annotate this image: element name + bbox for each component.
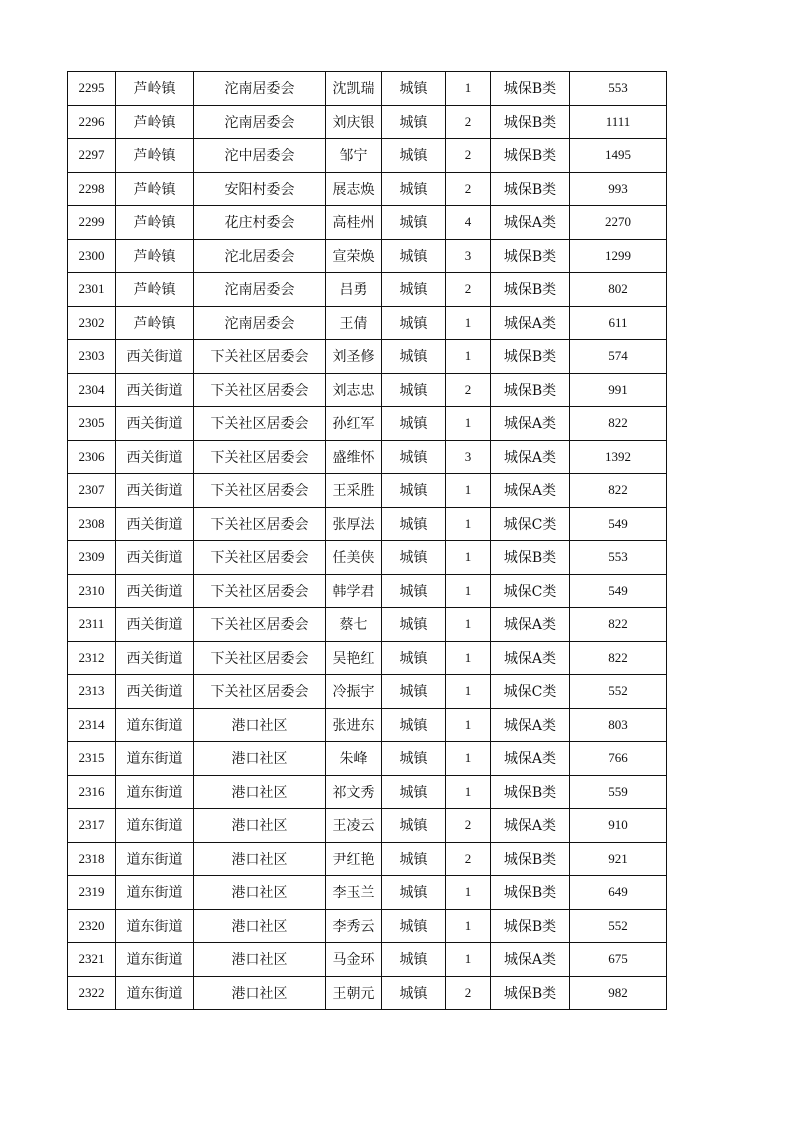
row-number-cell: 2303: [68, 340, 116, 374]
row-number-cell: 2307: [68, 474, 116, 508]
table-row: [68, 105, 667, 139]
town-cell: 西关街道: [116, 541, 194, 575]
member-count-cell: 2: [446, 273, 491, 307]
name-cell: 李玉兰: [326, 876, 382, 910]
amount-cell: 822: [570, 641, 667, 675]
row-number-cell: 2313: [68, 675, 116, 709]
category-cell: 城保A类: [491, 306, 570, 340]
table-row: [68, 842, 667, 876]
name-cell: 王凌云: [326, 809, 382, 843]
amount-cell: 552: [570, 909, 667, 943]
table-row: [68, 507, 667, 541]
name-cell: 祁文秀: [326, 775, 382, 809]
town-cell: 西关街道: [116, 675, 194, 709]
table-row: [68, 72, 667, 106]
name-cell: 沈凯瑞: [326, 72, 382, 106]
member-count-cell: 1: [446, 574, 491, 608]
row-number-cell: 2304: [68, 373, 116, 407]
row-number-cell: 2318: [68, 842, 116, 876]
member-count-cell: 1: [446, 340, 491, 374]
table-row: [68, 943, 667, 977]
amount-cell: 1392: [570, 440, 667, 474]
table-row: [68, 273, 667, 307]
household-type-cell: 城镇: [382, 909, 446, 943]
name-cell: 吕勇: [326, 273, 382, 307]
household-type-cell: 城镇: [382, 842, 446, 876]
amount-cell: 649: [570, 876, 667, 910]
member-count-cell: 1: [446, 407, 491, 441]
table-row: [68, 206, 667, 240]
category-cell: 城保B类: [491, 541, 570, 575]
table-row: [68, 139, 667, 173]
category-cell: 城保A类: [491, 474, 570, 508]
amount-cell: 1495: [570, 139, 667, 173]
household-type-cell: 城镇: [382, 809, 446, 843]
row-number-cell: 2297: [68, 139, 116, 173]
name-cell: 朱峰: [326, 742, 382, 776]
household-type-cell: 城镇: [382, 105, 446, 139]
member-count-cell: 1: [446, 641, 491, 675]
household-type-cell: 城镇: [382, 775, 446, 809]
name-cell: 盛维怀: [326, 440, 382, 474]
name-cell: 任美侠: [326, 541, 382, 575]
row-number-cell: 2311: [68, 608, 116, 642]
community-cell: 花庄村委会: [194, 206, 326, 240]
member-count-cell: 2: [446, 139, 491, 173]
community-cell: 下关社区居委会: [194, 608, 326, 642]
member-count-cell: 1: [446, 876, 491, 910]
table-row: [68, 976, 667, 1010]
amount-cell: 549: [570, 507, 667, 541]
community-cell: 下关社区居委会: [194, 675, 326, 709]
table-row: [68, 172, 667, 206]
category-cell: 城保C类: [491, 574, 570, 608]
amount-cell: 611: [570, 306, 667, 340]
row-number-cell: 2302: [68, 306, 116, 340]
row-number-cell: 2301: [68, 273, 116, 307]
town-cell: 道东街道: [116, 742, 194, 776]
town-cell: 道东街道: [116, 708, 194, 742]
amount-cell: 822: [570, 474, 667, 508]
name-cell: 张进东: [326, 708, 382, 742]
household-type-cell: 城镇: [382, 876, 446, 910]
amount-cell: 553: [570, 541, 667, 575]
table-row: [68, 708, 667, 742]
row-number-cell: 2299: [68, 206, 116, 240]
member-count-cell: 1: [446, 943, 491, 977]
household-type-cell: 城镇: [382, 976, 446, 1010]
town-cell: 芦岭镇: [116, 172, 194, 206]
table-row: [68, 641, 667, 675]
community-cell: 下关社区居委会: [194, 541, 326, 575]
amount-cell: 822: [570, 407, 667, 441]
amount-cell: 552: [570, 675, 667, 709]
household-type-cell: 城镇: [382, 306, 446, 340]
name-cell: 展志焕: [326, 172, 382, 206]
town-cell: 道东街道: [116, 976, 194, 1010]
row-number-cell: 2296: [68, 105, 116, 139]
category-cell: 城保A类: [491, 943, 570, 977]
household-type-cell: 城镇: [382, 407, 446, 441]
row-number-cell: 2308: [68, 507, 116, 541]
household-type-cell: 城镇: [382, 273, 446, 307]
member-count-cell: 3: [446, 239, 491, 273]
name-cell: 邹宁: [326, 139, 382, 173]
household-type-cell: 城镇: [382, 474, 446, 508]
community-cell: 沱南居委会: [194, 306, 326, 340]
table-row: [68, 775, 667, 809]
name-cell: 王朝元: [326, 976, 382, 1010]
town-cell: 道东街道: [116, 775, 194, 809]
category-cell: 城保B类: [491, 909, 570, 943]
row-number-cell: 2306: [68, 440, 116, 474]
member-count-cell: 1: [446, 708, 491, 742]
community-cell: 港口社区: [194, 775, 326, 809]
name-cell: 刘圣修: [326, 340, 382, 374]
member-count-cell: 1: [446, 72, 491, 106]
row-number-cell: 2300: [68, 239, 116, 273]
community-cell: 安阳村委会: [194, 172, 326, 206]
amount-cell: 1111: [570, 105, 667, 139]
row-number-cell: 2317: [68, 809, 116, 843]
row-number-cell: 2305: [68, 407, 116, 441]
category-cell: 城保B类: [491, 172, 570, 206]
town-cell: 西关街道: [116, 641, 194, 675]
amount-cell: 675: [570, 943, 667, 977]
household-type-cell: 城镇: [382, 675, 446, 709]
household-type-cell: 城镇: [382, 440, 446, 474]
name-cell: 马金环: [326, 943, 382, 977]
town-cell: 道东街道: [116, 876, 194, 910]
member-count-cell: 1: [446, 742, 491, 776]
amount-cell: 2270: [570, 206, 667, 240]
town-cell: 芦岭镇: [116, 139, 194, 173]
town-cell: 西关街道: [116, 407, 194, 441]
amount-cell: 766: [570, 742, 667, 776]
table-body: [68, 72, 667, 1010]
community-cell: 沱南居委会: [194, 105, 326, 139]
name-cell: 冷振宇: [326, 675, 382, 709]
member-count-cell: 4: [446, 206, 491, 240]
category-cell: 城保A类: [491, 407, 570, 441]
member-count-cell: 2: [446, 172, 491, 206]
household-type-cell: 城镇: [382, 641, 446, 675]
category-cell: 城保B类: [491, 876, 570, 910]
table-row: [68, 608, 667, 642]
community-cell: 沱南居委会: [194, 72, 326, 106]
amount-cell: 1299: [570, 239, 667, 273]
amount-cell: 921: [570, 842, 667, 876]
member-count-cell: 3: [446, 440, 491, 474]
town-cell: 道东街道: [116, 909, 194, 943]
town-cell: 西关街道: [116, 340, 194, 374]
category-cell: 城保A类: [491, 742, 570, 776]
table-row: [68, 876, 667, 910]
community-cell: 港口社区: [194, 708, 326, 742]
town-cell: 西关街道: [116, 373, 194, 407]
table-row: [68, 407, 667, 441]
name-cell: 王采胜: [326, 474, 382, 508]
category-cell: 城保A类: [491, 440, 570, 474]
community-cell: 下关社区居委会: [194, 340, 326, 374]
category-cell: 城保A类: [491, 608, 570, 642]
community-cell: 港口社区: [194, 742, 326, 776]
category-cell: 城保B类: [491, 373, 570, 407]
community-cell: 下关社区居委会: [194, 641, 326, 675]
category-cell: 城保B类: [491, 842, 570, 876]
name-cell: 张厚法: [326, 507, 382, 541]
category-cell: 城保C类: [491, 507, 570, 541]
name-cell: 吴艳红: [326, 641, 382, 675]
name-cell: 刘庆银: [326, 105, 382, 139]
category-cell: 城保A类: [491, 641, 570, 675]
row-number-cell: 2319: [68, 876, 116, 910]
roster-table: [67, 71, 667, 1010]
community-cell: 下关社区居委会: [194, 474, 326, 508]
town-cell: 道东街道: [116, 809, 194, 843]
community-cell: 沱中居委会: [194, 139, 326, 173]
table-row: [68, 373, 667, 407]
table-row: [68, 340, 667, 374]
category-cell: 城保A类: [491, 809, 570, 843]
member-count-cell: 2: [446, 373, 491, 407]
category-cell: 城保B类: [491, 72, 570, 106]
household-type-cell: 城镇: [382, 239, 446, 273]
household-type-cell: 城镇: [382, 340, 446, 374]
household-type-cell: 城镇: [382, 507, 446, 541]
community-cell: 港口社区: [194, 909, 326, 943]
community-cell: 港口社区: [194, 943, 326, 977]
table-row: [68, 541, 667, 575]
amount-cell: 993: [570, 172, 667, 206]
name-cell: 韩学君: [326, 574, 382, 608]
member-count-cell: 1: [446, 507, 491, 541]
category-cell: 城保C类: [491, 675, 570, 709]
category-cell: 城保B类: [491, 273, 570, 307]
amount-cell: 559: [570, 775, 667, 809]
table-row: [68, 909, 667, 943]
table-row: [68, 574, 667, 608]
community-cell: 沱北居委会: [194, 239, 326, 273]
household-type-cell: 城镇: [382, 373, 446, 407]
community-cell: 下关社区居委会: [194, 407, 326, 441]
table-row: [68, 675, 667, 709]
row-number-cell: 2312: [68, 641, 116, 675]
town-cell: 芦岭镇: [116, 105, 194, 139]
household-type-cell: 城镇: [382, 943, 446, 977]
town-cell: 芦岭镇: [116, 273, 194, 307]
row-number-cell: 2316: [68, 775, 116, 809]
community-cell: 港口社区: [194, 842, 326, 876]
name-cell: 尹红艳: [326, 842, 382, 876]
town-cell: 道东街道: [116, 943, 194, 977]
household-type-cell: 城镇: [382, 574, 446, 608]
row-number-cell: 2298: [68, 172, 116, 206]
table-row: [68, 306, 667, 340]
member-count-cell: 2: [446, 809, 491, 843]
community-cell: 下关社区居委会: [194, 440, 326, 474]
household-type-cell: 城镇: [382, 172, 446, 206]
category-cell: 城保B类: [491, 976, 570, 1010]
town-cell: 芦岭镇: [116, 72, 194, 106]
category-cell: 城保A类: [491, 708, 570, 742]
category-cell: 城保B类: [491, 139, 570, 173]
name-cell: 刘志忠: [326, 373, 382, 407]
household-type-cell: 城镇: [382, 139, 446, 173]
row-number-cell: 2322: [68, 976, 116, 1010]
town-cell: 西关街道: [116, 574, 194, 608]
table-row: [68, 440, 667, 474]
amount-cell: 910: [570, 809, 667, 843]
town-cell: 芦岭镇: [116, 206, 194, 240]
name-cell: 王倩: [326, 306, 382, 340]
member-count-cell: 1: [446, 909, 491, 943]
amount-cell: 574: [570, 340, 667, 374]
community-cell: 下关社区居委会: [194, 507, 326, 541]
community-cell: 沱南居委会: [194, 273, 326, 307]
town-cell: 西关街道: [116, 440, 194, 474]
category-cell: 城保B类: [491, 775, 570, 809]
member-count-cell: 1: [446, 608, 491, 642]
town-cell: 芦岭镇: [116, 239, 194, 273]
town-cell: 道东街道: [116, 842, 194, 876]
member-count-cell: 1: [446, 775, 491, 809]
amount-cell: 549: [570, 574, 667, 608]
name-cell: 孙红军: [326, 407, 382, 441]
town-cell: 西关街道: [116, 507, 194, 541]
row-number-cell: 2315: [68, 742, 116, 776]
member-count-cell: 2: [446, 976, 491, 1010]
member-count-cell: 1: [446, 541, 491, 575]
member-count-cell: 2: [446, 842, 491, 876]
amount-cell: 802: [570, 273, 667, 307]
table-row: [68, 809, 667, 843]
category-cell: 城保B类: [491, 105, 570, 139]
row-number-cell: 2314: [68, 708, 116, 742]
category-cell: 城保B类: [491, 239, 570, 273]
town-cell: 西关街道: [116, 608, 194, 642]
row-number-cell: 2295: [68, 72, 116, 106]
community-cell: 港口社区: [194, 876, 326, 910]
member-count-cell: 1: [446, 675, 491, 709]
community-cell: 下关社区居委会: [194, 373, 326, 407]
amount-cell: 803: [570, 708, 667, 742]
table-row: [68, 239, 667, 273]
name-cell: 李秀云: [326, 909, 382, 943]
town-cell: 西关街道: [116, 474, 194, 508]
amount-cell: 991: [570, 373, 667, 407]
household-type-cell: 城镇: [382, 541, 446, 575]
table-row: [68, 474, 667, 508]
name-cell: 宣荣焕: [326, 239, 382, 273]
amount-cell: 982: [570, 976, 667, 1010]
town-cell: 芦岭镇: [116, 306, 194, 340]
table-row: [68, 742, 667, 776]
name-cell: 蔡七: [326, 608, 382, 642]
household-type-cell: 城镇: [382, 742, 446, 776]
name-cell: 高桂州: [326, 206, 382, 240]
community-cell: 港口社区: [194, 809, 326, 843]
row-number-cell: 2320: [68, 909, 116, 943]
row-number-cell: 2309: [68, 541, 116, 575]
community-cell: 港口社区: [194, 976, 326, 1010]
household-type-cell: 城镇: [382, 608, 446, 642]
household-type-cell: 城镇: [382, 72, 446, 106]
category-cell: 城保A类: [491, 206, 570, 240]
row-number-cell: 2321: [68, 943, 116, 977]
row-number-cell: 2310: [68, 574, 116, 608]
member-count-cell: 2: [446, 105, 491, 139]
amount-cell: 822: [570, 608, 667, 642]
community-cell: 下关社区居委会: [194, 574, 326, 608]
category-cell: 城保B类: [491, 340, 570, 374]
household-type-cell: 城镇: [382, 708, 446, 742]
member-count-cell: 1: [446, 306, 491, 340]
household-type-cell: 城镇: [382, 206, 446, 240]
amount-cell: 553: [570, 72, 667, 106]
member-count-cell: 1: [446, 474, 491, 508]
